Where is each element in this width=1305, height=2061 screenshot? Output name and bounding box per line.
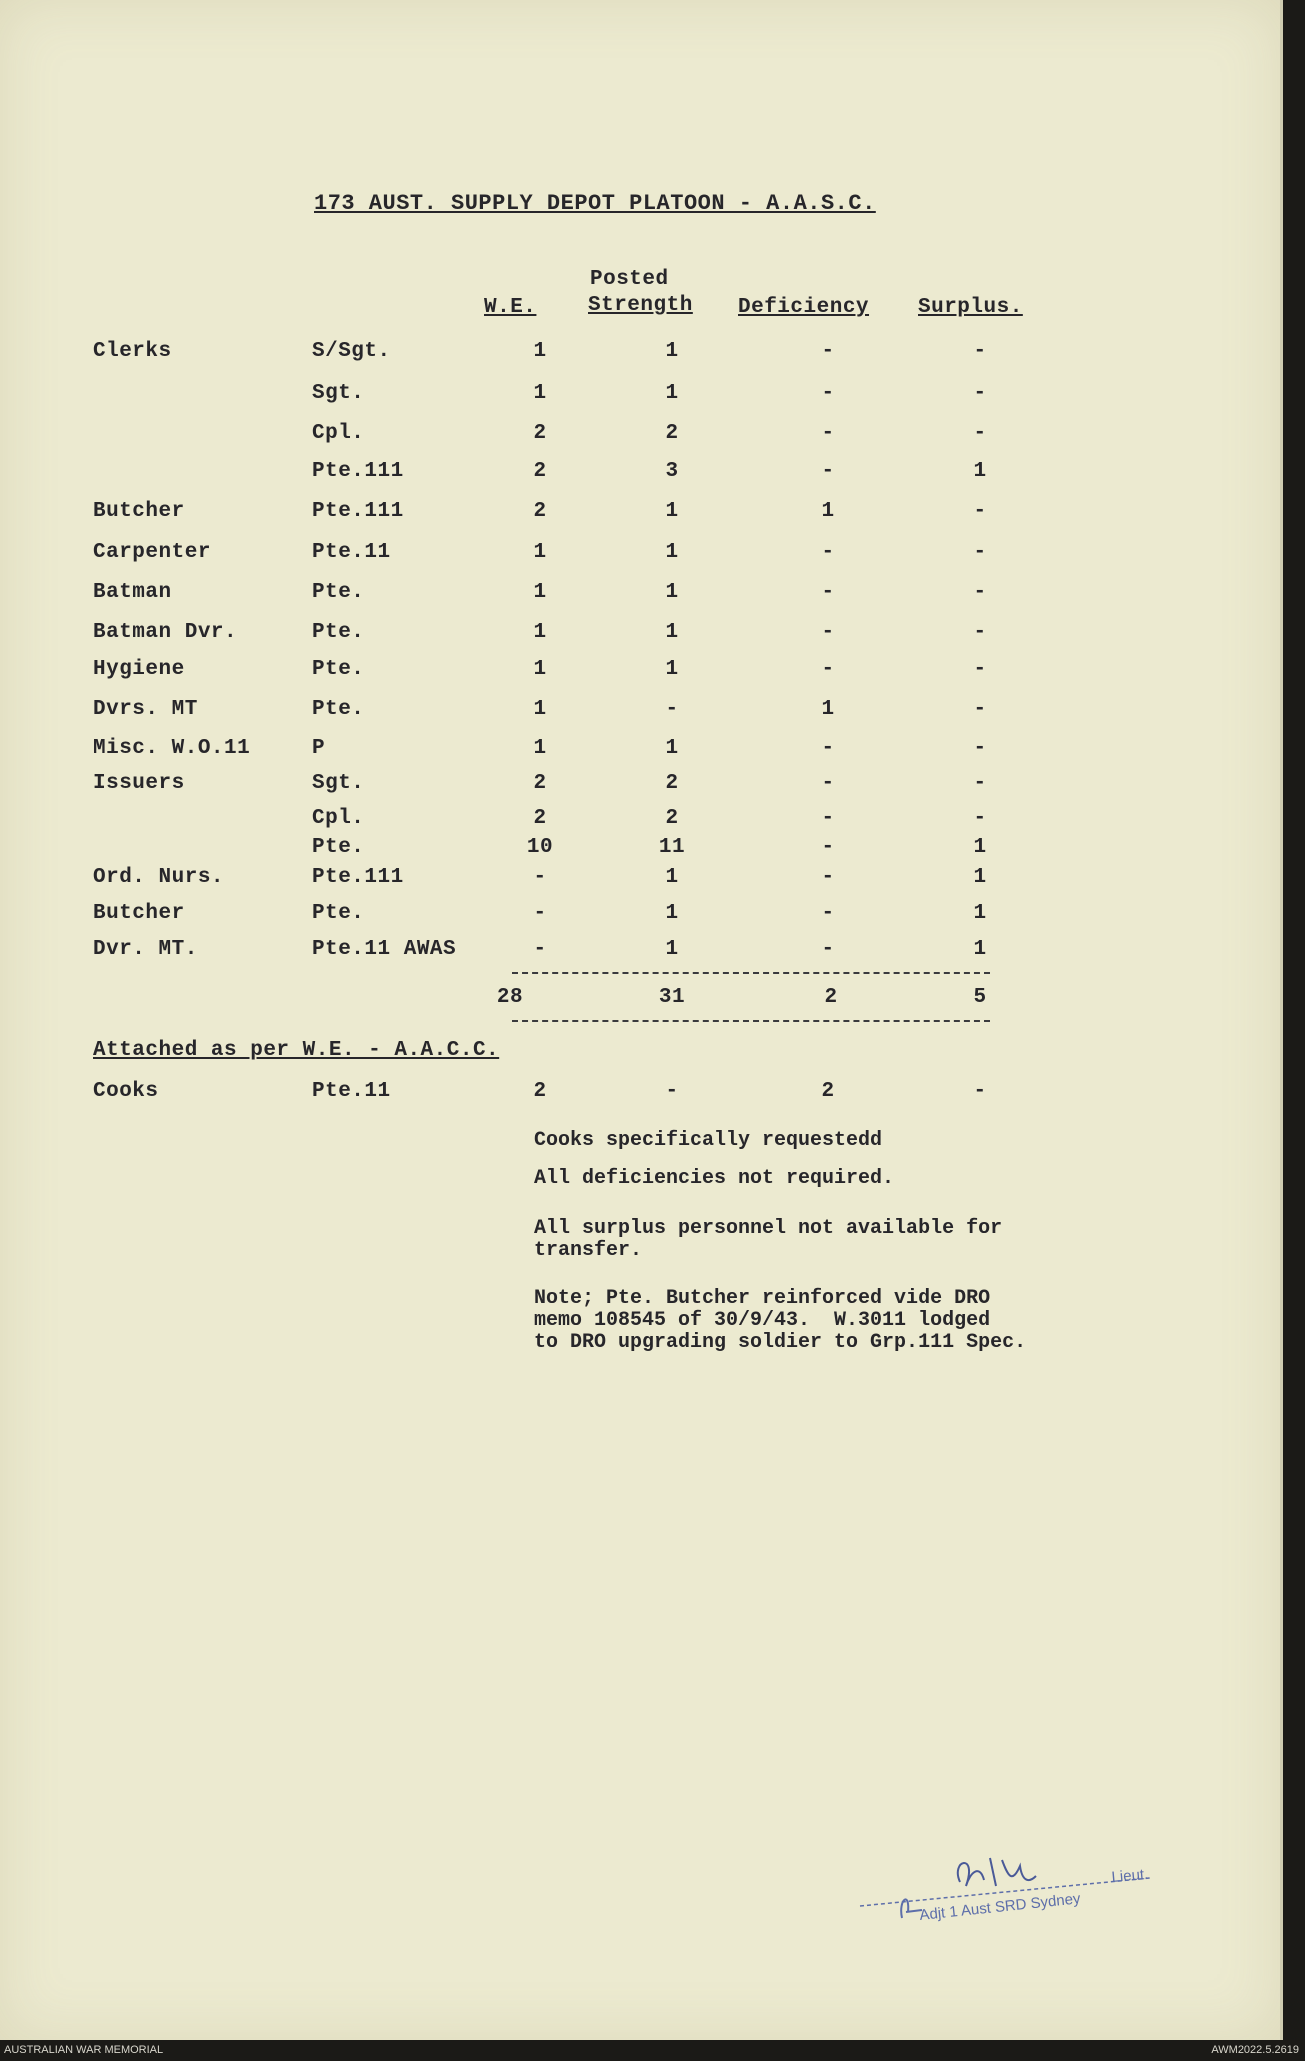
row-we: 1: [533, 698, 547, 721]
row-trade: Butcher: [93, 500, 185, 523]
row-posted: 2: [665, 807, 679, 830]
row-deficiency: -: [821, 902, 835, 925]
row-we: 2: [533, 772, 547, 795]
total-we: 28: [496, 986, 524, 1009]
row-posted: 1: [665, 382, 679, 405]
row-posted: 11: [658, 836, 686, 859]
row-rank: S/Sgt.: [312, 340, 391, 363]
row-deficiency: -: [821, 621, 835, 644]
note-surplus: All surplus personnel not available for transfer.: [534, 1217, 1003, 1262]
row-rank: Pte.: [312, 698, 365, 721]
row-we: 1: [533, 621, 547, 644]
total-rule-top: [512, 972, 990, 974]
total-surplus: 5: [973, 986, 987, 1009]
attached-rank: Pte.11: [312, 1080, 391, 1103]
row-trade: Dvrs. MT: [93, 698, 198, 721]
row-rank: P: [312, 737, 326, 760]
row-rank: Pte.111: [312, 866, 404, 889]
header-surplus: Surplus.: [918, 296, 1023, 319]
row-surplus: -: [973, 772, 987, 795]
row-we: 10: [526, 836, 554, 859]
row-rank: Cpl.: [312, 422, 365, 445]
row-trade: Issuers: [93, 772, 185, 795]
row-trade: Hygiene: [93, 658, 185, 681]
row-posted: 2: [665, 772, 679, 795]
row-surplus: 1: [973, 836, 987, 859]
row-rank: Pte.: [312, 902, 365, 925]
note-cooks: Cooks specifically requestedd: [534, 1129, 883, 1152]
row-deficiency: -: [821, 836, 835, 859]
row-rank: Pte.: [312, 836, 365, 859]
row-rank: Pte.111: [312, 500, 404, 523]
row-surplus: 1: [973, 460, 987, 483]
row-deficiency: -: [821, 422, 835, 445]
row-deficiency: -: [821, 382, 835, 405]
total-posted: 31: [658, 986, 686, 1009]
row-rank: Pte.: [312, 581, 365, 604]
row-we: 2: [533, 807, 547, 830]
row-deficiency: -: [821, 866, 835, 889]
total-deficiency: 2: [824, 986, 838, 1009]
row-we: 1: [533, 382, 547, 405]
header-deficiency: Deficiency: [738, 296, 870, 319]
row-we: 1: [533, 658, 547, 681]
header-strength: Strength: [588, 294, 693, 317]
row-deficiency: -: [821, 581, 835, 604]
row-trade: Dvr. MT.: [93, 938, 198, 961]
row-posted: 2: [665, 422, 679, 445]
row-trade: Clerks: [93, 340, 172, 363]
row-we: 1: [533, 541, 547, 564]
row-we: -: [533, 902, 547, 925]
row-trade: Carpenter: [93, 541, 211, 564]
footer-left: AUSTRALIAN WAR MEMORIAL: [4, 2044, 164, 2056]
row-surplus: -: [973, 621, 987, 644]
row-surplus: -: [973, 422, 987, 445]
attached-heading: Attached as per W.E. - A.A.C.C.: [93, 1039, 500, 1062]
stamp-line: Adjt 1 Aust SRD Sydney: [918, 1890, 1082, 1924]
document-title: 173 AUST. SUPPLY DEPOT PLATOON - A.A.S.C.: [314, 191, 876, 216]
row-rank: Pte.11: [312, 541, 391, 564]
row-deficiency: -: [821, 460, 835, 483]
attached-we: 2: [533, 1080, 547, 1103]
row-posted: 1: [665, 658, 679, 681]
row-deficiency: -: [821, 541, 835, 564]
row-trade: Batman: [93, 581, 172, 604]
attached-posted: -: [665, 1080, 679, 1103]
row-posted: 1: [665, 541, 679, 564]
row-posted: -: [665, 698, 679, 721]
attached-trade: Cooks: [93, 1080, 159, 1103]
header-we: W.E.: [484, 296, 537, 319]
row-we: 2: [533, 460, 547, 483]
note-butcher: Note; Pte. Butcher reinforced vide DRO memo 108545 of 30/9/43. W.3011 lodged to DRO upgrading soldier to Grp.111 Spec.: [534, 1287, 1027, 1354]
row-surplus: -: [973, 698, 987, 721]
row-posted: 1: [665, 737, 679, 760]
attached-deficiency: 2: [821, 1080, 835, 1103]
total-rule-bottom: [512, 1020, 990, 1022]
row-we: 2: [533, 422, 547, 445]
row-rank: Pte.11 AWAS: [312, 938, 457, 961]
row-surplus: 1: [973, 866, 987, 889]
signature-stamp: [850, 1820, 1170, 1940]
row-we: 1: [533, 737, 547, 760]
header-posted: Posted: [590, 268, 669, 291]
row-deficiency: -: [821, 737, 835, 760]
row-posted: 1: [665, 938, 679, 961]
row-deficiency: -: [821, 658, 835, 681]
archive-footer: [0, 2040, 1305, 2061]
row-posted: 3: [665, 460, 679, 483]
row-surplus: -: [973, 500, 987, 523]
row-rank: Pte.111: [312, 460, 404, 483]
row-rank: Sgt.: [312, 382, 365, 405]
row-we: 1: [533, 340, 547, 363]
row-posted: 1: [665, 340, 679, 363]
row-we: 2: [533, 500, 547, 523]
row-trade: Butcher: [93, 902, 185, 925]
row-surplus: -: [973, 807, 987, 830]
row-deficiency: 1: [821, 500, 835, 523]
row-trade: Misc. W.O.11: [93, 737, 251, 760]
row-posted: 1: [665, 621, 679, 644]
note-deficiencies: All deficiencies not required.: [534, 1167, 895, 1190]
row-surplus: -: [973, 340, 987, 363]
row-we: -: [533, 938, 547, 961]
row-we: -: [533, 866, 547, 889]
row-trade: Batman Dvr.: [93, 621, 238, 644]
row-deficiency: -: [821, 938, 835, 961]
row-rank: Pte.: [312, 658, 365, 681]
row-posted: 1: [665, 902, 679, 925]
row-surplus: -: [973, 541, 987, 564]
row-rank: Pte.: [312, 621, 365, 644]
row-surplus: -: [973, 382, 987, 405]
row-posted: 1: [665, 500, 679, 523]
row-rank: Cpl.: [312, 807, 365, 830]
row-we: 1: [533, 581, 547, 604]
row-posted: 1: [665, 866, 679, 889]
row-rank: Sgt.: [312, 772, 365, 795]
row-trade: Ord. Nurs.: [93, 866, 225, 889]
row-deficiency: 1: [821, 698, 835, 721]
row-surplus: -: [973, 737, 987, 760]
row-surplus: 1: [973, 902, 987, 925]
row-posted: 1: [665, 581, 679, 604]
row-surplus: -: [973, 658, 987, 681]
row-surplus: 1: [973, 938, 987, 961]
row-surplus: -: [973, 581, 987, 604]
row-deficiency: -: [821, 807, 835, 830]
footer-right: AWM2022.5.2619: [1211, 2044, 1299, 2056]
stamp-rank: Lieut.: [1110, 1865, 1149, 1886]
row-deficiency: -: [821, 772, 835, 795]
attached-surplus: -: [973, 1080, 987, 1103]
row-deficiency: -: [821, 340, 835, 363]
